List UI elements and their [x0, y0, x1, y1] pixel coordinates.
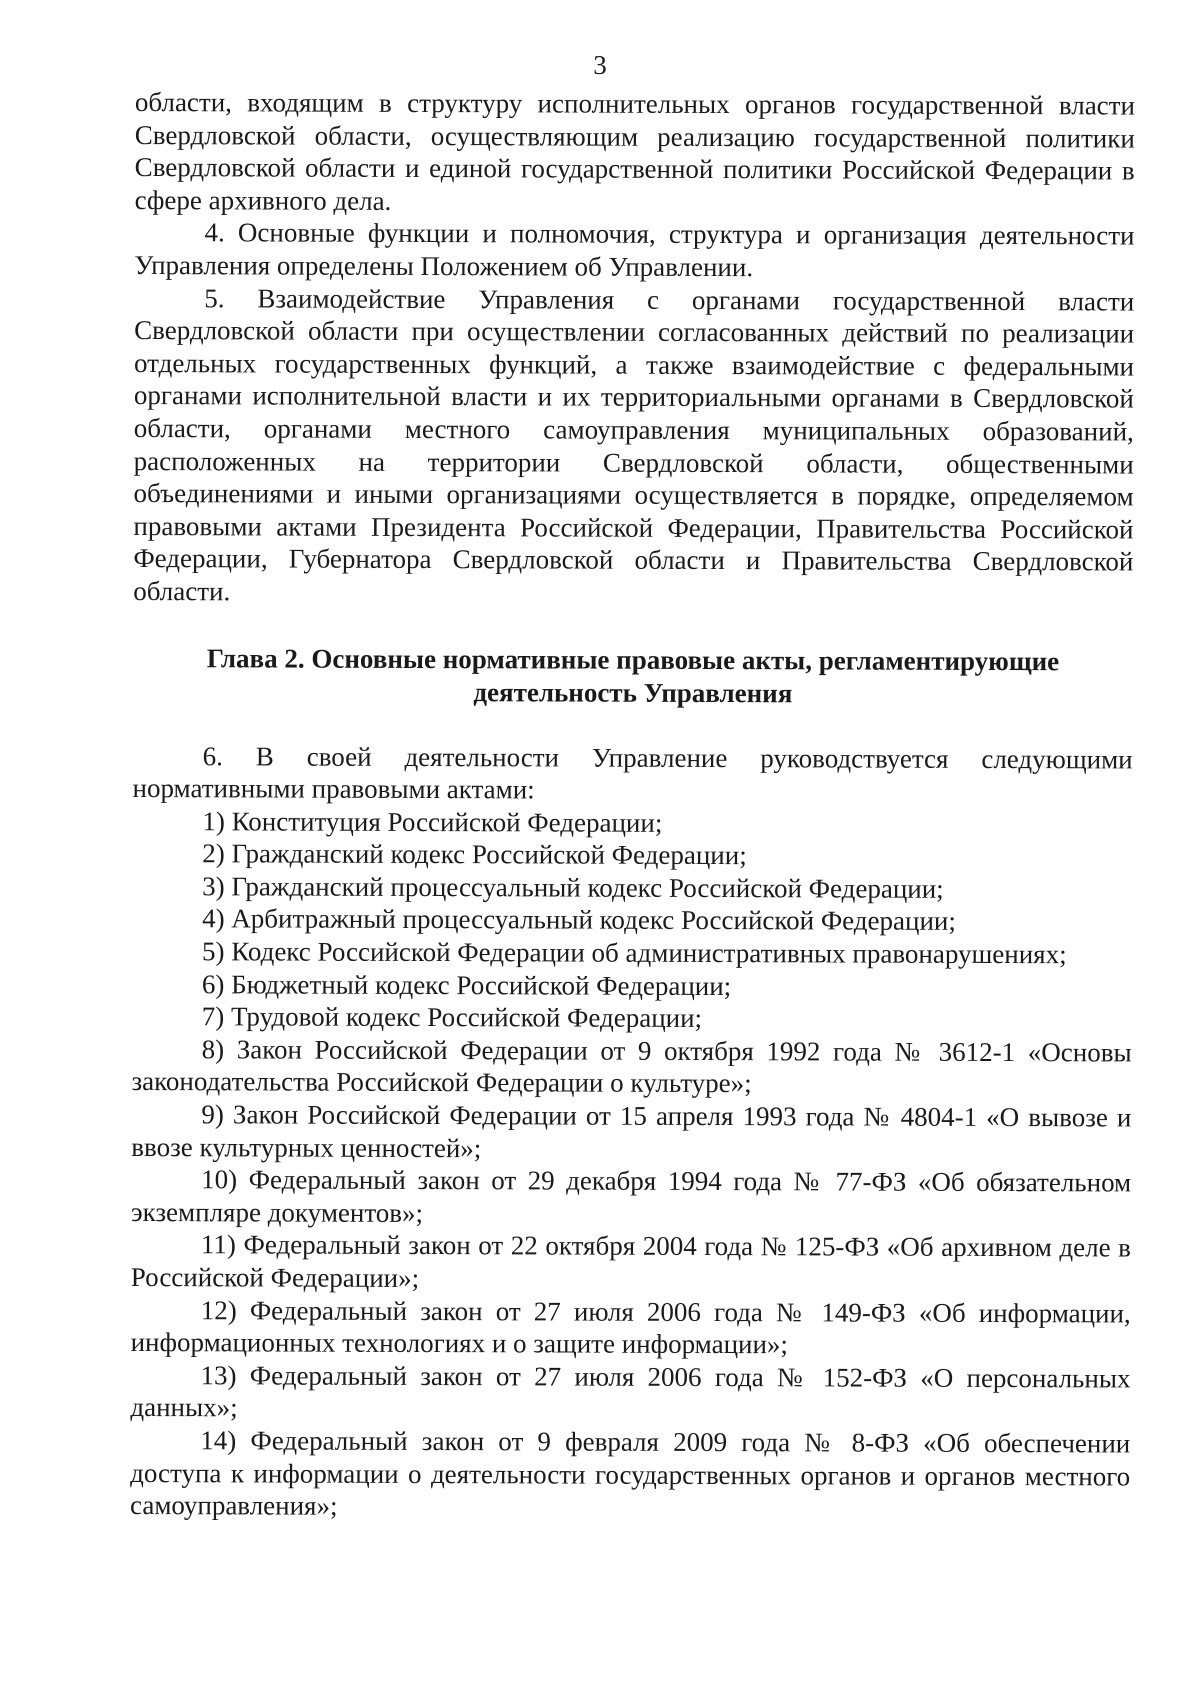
document-body — [130, 86, 1135, 1525]
list-item: 11) Федеральный закон от 22 октября 2004 года № 125-ФЗ «Об архивном деле в Российской Федерации»; — [130, 1229, 1132, 1293]
list-item: 6) Бюджетный кодекс Российской Федерации; — [201, 968, 732, 1001]
paragraph-4: 4. Основные функции и полномочия, структура и организация деятельности Управления определены Положением об Управлении. — [134, 217, 1135, 283]
list-item: 10) Федеральный закон от 29 декабря 1994 года № 77-ФЗ «Об обязательном экземпляре документов»; — [131, 1164, 1132, 1228]
list-item: 3) Гражданский процессуальный кодекс Российской Федерации; — [202, 871, 944, 904]
list-item: 1) Конституция Российской Федерации; — [202, 805, 663, 838]
chapter-heading-line-1: Глава 2. Основные нормативные правовые акты, регламентирующие — [206, 642, 1060, 676]
list-item: 5) Кодекс Российской Федерации об административных правонарушениях; — [201, 936, 1067, 970]
page-number: 3 — [593, 50, 607, 80]
list-item: 13) Федеральный закон от 27 июля 2006 года № 152-ФЗ «О персональных данных»; — [130, 1360, 1131, 1423]
paragraph-6: 6. В своей деятельности Управление руководствуется следующими нормативными правовыми актами: — [132, 740, 1133, 805]
list-item: 8) Закон Российской Федерации от 9 октября 1992 года № 3612-1 «Основы законодательства Российской Федерации о культуре»; — [131, 1034, 1132, 1099]
section-gap — [133, 607, 1133, 644]
list-item: 12) Федеральный закон от 27 июля 2006 года № 149-ФЗ «Об информации, информационных технологиях и о защите информации»; — [130, 1294, 1131, 1360]
list-item: 2) Гражданский кодекс Российской Федерации; — [202, 838, 747, 871]
list-item: 9) Закон Российской Федерации от 15 апреля 1993 года № 4804-1 «О вывозе и ввозе культурных ценностей»; — [131, 1099, 1132, 1163]
heading-gap — [133, 707, 1133, 742]
list-item: 7) Трудовой кодекс Российской Федерации; — [201, 1001, 703, 1034]
chapter-heading-line-2: деятельность Управления — [473, 676, 793, 708]
paragraph-continuation: области, входящим в структуру исполнительных органов государственной власти Свердловской области, осуществляющим реализацию государственной политики Свердловской области и единой государственной политики Российской Федерации в сфере архивного дела. — [134, 86, 1135, 216]
list-item: 14) Федеральный закон от 9 февраля 2009 года № 8-ФЗ «Об обеспечении доступа к информации о деятельности государственных органов и органов местного самоуправления»; — [129, 1425, 1131, 1521]
list-item: 4) Арбитражный процессуальный кодекс Российской Федерации; — [202, 903, 956, 937]
paragraph-5: 5. Взаимодействие Управления с органами государственной власти Свердловской области при осуществлении согласованных действий по реализации отдельных государственных функций, а также взаимодействие с федеральными органами исполнительной власти и их территориальными органами в Свердловской области, органами местного самоуправления муниципальных образований, расположенных на территории Свердловской области, общественными объединениями и иными организациями осуществляется в порядке, определяемом правовыми актами Президента Российской Федерации, Правительства Российской Федерации, Губернатора Свердловской области и Правительства Свердловской области. — [133, 282, 1135, 607]
